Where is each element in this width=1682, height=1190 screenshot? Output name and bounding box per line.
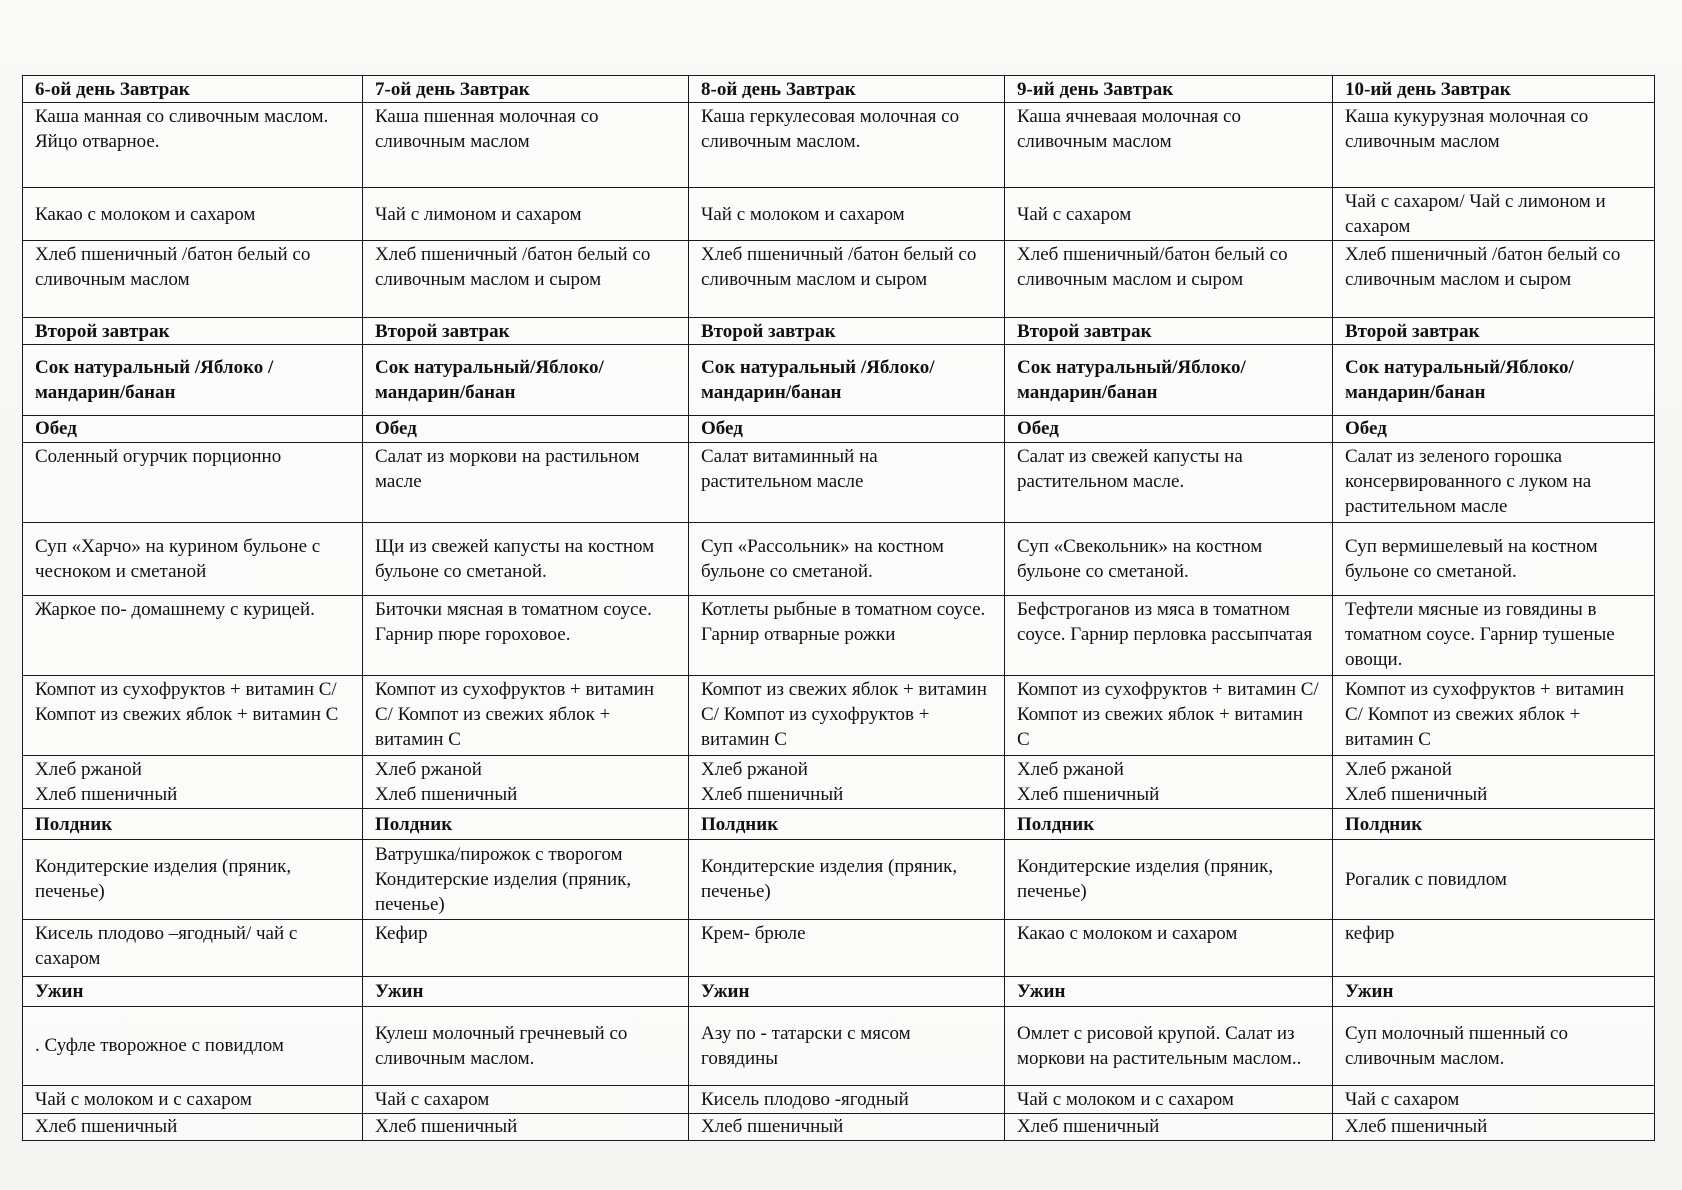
menu-item-cell: Азу по - татарски с мясом говядины <box>689 1006 1005 1085</box>
menu-item-cell: Какао с молоком и сахаром <box>23 188 363 241</box>
menu-item-cell: Кондитерские изделия (пряник, печенье) <box>1005 839 1333 919</box>
menu-item-cell: Ватрушка/пирожок с творогом Кондитерские изделия (пряник, печенье) <box>363 839 689 919</box>
menu-item-cell: Чай с сахаром <box>1333 1085 1655 1113</box>
menu-item-cell: Салат из моркови на растильном масле <box>363 442 689 522</box>
menu-item-cell: Каша пшенная молочная со сливочным маслом <box>363 103 689 188</box>
section-heading-cell: Сок натуральный/Яблоко/мандарин/банан <box>363 345 689 416</box>
menu-item-cell: Хлеб ржаной Хлеб пшеничный <box>1333 756 1655 809</box>
menu-item-cell: Суп «Харчо» на курином бульоне с чесноком и сметаной <box>23 522 363 596</box>
menu-item-cell: Суп вермишелевый на костном бульоне со сметаной. <box>1333 522 1655 596</box>
menu-item-cell: Каша геркулесовая молочная со сливочным маслом. <box>689 103 1005 188</box>
section-heading-cell: 9-ий день Завтрак <box>1005 76 1333 103</box>
section-heading-cell: 10-ий день Завтрак <box>1333 76 1655 103</box>
menu-item-cell: Хлеб пшеничный <box>1005 1113 1333 1140</box>
menu-row <box>23 1085 1655 1113</box>
menu-row <box>23 318 1655 345</box>
section-heading-cell: Второй завтрак <box>23 318 363 345</box>
menu-item-cell: Кисель плодово -ягодный <box>689 1085 1005 1113</box>
section-heading-cell: Полдник <box>363 809 689 839</box>
menu-item-cell: Компот из сухофруктов + витамин С/ Компот из свежих яблок + витамин С <box>363 676 689 756</box>
section-heading-cell: Сок натуральный/Яблоко/мандарин/банан <box>1005 345 1333 416</box>
section-heading-cell: 6-ой день Завтрак <box>23 76 363 103</box>
section-heading-cell: Сок натуральный/Яблоко/мандарин/банан <box>1333 345 1655 416</box>
menu-item-cell: Чай с молоком и сахаром <box>689 188 1005 241</box>
menu-item-cell: Кондитерские изделия (пряник, печенье) <box>689 839 1005 919</box>
menu-item-cell: Чай с молоком и с сахаром <box>23 1085 363 1113</box>
menu-item-cell: Жаркое по- домашнему с курицей. <box>23 596 363 676</box>
menu-item-cell: Компот из свежих яблок + витамин С/ Компот из сухофруктов + витамин С <box>689 676 1005 756</box>
menu-item-cell: Хлеб пшеничный /батон белый со сливочным маслом <box>23 241 363 318</box>
menu-item-cell: Суп «Рассольник» на костном бульоне со сметаной. <box>689 522 1005 596</box>
menu-item-cell: Компот из сухофруктов + витамин С/ Компот из свежих яблок + витамин С <box>1333 676 1655 756</box>
menu-item-cell: Кондитерские изделия (пряник, печенье) <box>23 839 363 919</box>
section-heading-cell: 7-ой день Завтрак <box>363 76 689 103</box>
menu-item-cell: Хлеб ржаной Хлеб пшеничный <box>23 756 363 809</box>
menu-item-cell: Хлеб пшеничный /батон белый со сливочным маслом и сыром <box>689 241 1005 318</box>
menu-item-cell: Хлеб ржаной Хлеб пшеничный <box>1005 756 1333 809</box>
menu-item-cell: Хлеб пшеничный <box>363 1113 689 1140</box>
menu-item-cell: Крем- брюле <box>689 919 1005 976</box>
menu-item-cell: Компот из сухофруктов + витамин С/ Компот из свежих яблок + витамин С <box>1005 676 1333 756</box>
section-heading-cell: Обед <box>1333 415 1655 442</box>
menu-item-cell: Хлеб пшеничный/батон белый со сливочным маслом и сыром <box>1005 241 1333 318</box>
section-heading-cell: 8-ой день Завтрак <box>689 76 1005 103</box>
section-heading-cell: Второй завтрак <box>363 318 689 345</box>
section-heading-cell: Обед <box>363 415 689 442</box>
section-heading-cell: Полдник <box>689 809 1005 839</box>
menu-item-cell: Соленный огурчик порционно <box>23 442 363 522</box>
menu-item-cell: Салат из свежей капусты на растительном масле. <box>1005 442 1333 522</box>
section-heading-cell: Полдник <box>1333 809 1655 839</box>
menu-item-cell: Чай с молоком и с сахаром <box>1005 1085 1333 1113</box>
menu-item-cell: Хлеб пшеничный <box>23 1113 363 1140</box>
menu-row <box>23 1006 1655 1085</box>
section-heading-cell: Второй завтрак <box>689 318 1005 345</box>
section-heading-cell: Сок натуральный /Яблоко /мандарин/банан <box>23 345 363 416</box>
menu-item-cell: Хлеб ржаной Хлеб пшеничный <box>363 756 689 809</box>
section-heading-cell: Ужин <box>1333 976 1655 1006</box>
menu-row <box>23 522 1655 596</box>
menu-item-cell: Компот из сухофруктов + витамин С/ Компот из свежих яблок + витамин С <box>23 676 363 756</box>
menu-item-cell: Суп «Свекольник» на костном бульоне со сметаной. <box>1005 522 1333 596</box>
section-heading-cell: Второй завтрак <box>1333 318 1655 345</box>
menu-item-cell: Биточки мясная в томатном соусе. Гарнир пюре гороховое. <box>363 596 689 676</box>
menu-row <box>23 103 1655 188</box>
menu-row <box>23 676 1655 756</box>
menu-item-cell: Кефир <box>363 919 689 976</box>
menu-item-cell: Какао с молоком и сахаром <box>1005 919 1333 976</box>
menu-item-cell: кефир <box>1333 919 1655 976</box>
menu-item-cell: Чай с сахаром <box>363 1085 689 1113</box>
menu-item-cell: Тефтели мясные из говядины в томатном соусе. Гарнир тушеные овощи. <box>1333 596 1655 676</box>
menu-row <box>23 442 1655 522</box>
menu-item-cell: Котлеты рыбные в томатном соусе. Гарнир отварные рожки <box>689 596 1005 676</box>
menu-item-cell: Каша кукурузная молочная со сливочным маслом <box>1333 103 1655 188</box>
menu-item-cell: Хлеб ржаной Хлеб пшеничный <box>689 756 1005 809</box>
menu-row <box>23 415 1655 442</box>
menu-item-cell: Чай с лимоном и сахаром <box>363 188 689 241</box>
section-heading-cell: Обед <box>689 415 1005 442</box>
menu-item-cell: Каша ячневаая молочная со сливочным маслом <box>1005 103 1333 188</box>
menu-item-cell: Салат витаминный на растительном масле <box>689 442 1005 522</box>
menu-item-cell: Хлеб пшеничный <box>689 1113 1005 1140</box>
menu-row <box>23 188 1655 241</box>
menu-item-cell: Омлет с рисовой крупой. Салат из моркови на растительным маслом.. <box>1005 1006 1333 1085</box>
menu-item-cell: Бефстроганов из мяса в томатном соусе. Гарнир перловка рассыпчатая <box>1005 596 1333 676</box>
section-heading-cell: Полдник <box>23 809 363 839</box>
menu-item-cell: Каша манная со сливочным маслом. Яйцо отварное. <box>23 103 363 188</box>
section-heading-cell: Сок натуральный /Яблоко/мандарин/банан <box>689 345 1005 416</box>
menu-item-cell: Хлеб пшеничный /батон белый со сливочным маслом и сыром <box>363 241 689 318</box>
section-heading-cell: Ужин <box>689 976 1005 1006</box>
menu-item-cell: Кисель плодово –ягодный/ чай с сахаром <box>23 919 363 976</box>
menu-item-cell: Щи из свежей капусты на костном бульоне со сметаной. <box>363 522 689 596</box>
section-heading-cell: Ужин <box>1005 976 1333 1006</box>
menu-item-cell: Кулеш молочный гречневый со сливочным маслом. <box>363 1006 689 1085</box>
menu-item-cell: Суп молочный пшенный со сливочным маслом. <box>1333 1006 1655 1085</box>
menu-item-cell: Хлеб пшеничный /батон белый со сливочным маслом и сыром <box>1333 241 1655 318</box>
menu-row <box>23 345 1655 416</box>
menu-item-cell: Хлеб пшеничный <box>1333 1113 1655 1140</box>
menu-row <box>23 976 1655 1006</box>
section-heading-cell: Ужин <box>23 976 363 1006</box>
menu-row <box>23 839 1655 919</box>
section-heading-cell: Обед <box>1005 415 1333 442</box>
menu-row <box>23 241 1655 318</box>
menu-row <box>23 919 1655 976</box>
menu-item-cell: Чай с сахаром <box>1005 188 1333 241</box>
menu-row <box>23 756 1655 809</box>
menu-item-cell: Рогалик с повидлом <box>1333 839 1655 919</box>
section-heading-cell: Полдник <box>1005 809 1333 839</box>
menu-item-cell: Чай с сахаром/ Чай с лимоном и сахаром <box>1333 188 1655 241</box>
section-heading-cell: Обед <box>23 415 363 442</box>
section-heading-cell: Ужин <box>363 976 689 1006</box>
menu-row <box>23 1113 1655 1140</box>
menu-item-cell: . Суфле творожное с повидлом <box>23 1006 363 1085</box>
menu-item-cell: Салат из зеленого горошка консервированного с луком на растительном масле <box>1333 442 1655 522</box>
menu-table <box>22 75 1655 1141</box>
menu-row <box>23 76 1655 103</box>
menu-row <box>23 596 1655 676</box>
menu-row <box>23 809 1655 839</box>
section-heading-cell: Второй завтрак <box>1005 318 1333 345</box>
